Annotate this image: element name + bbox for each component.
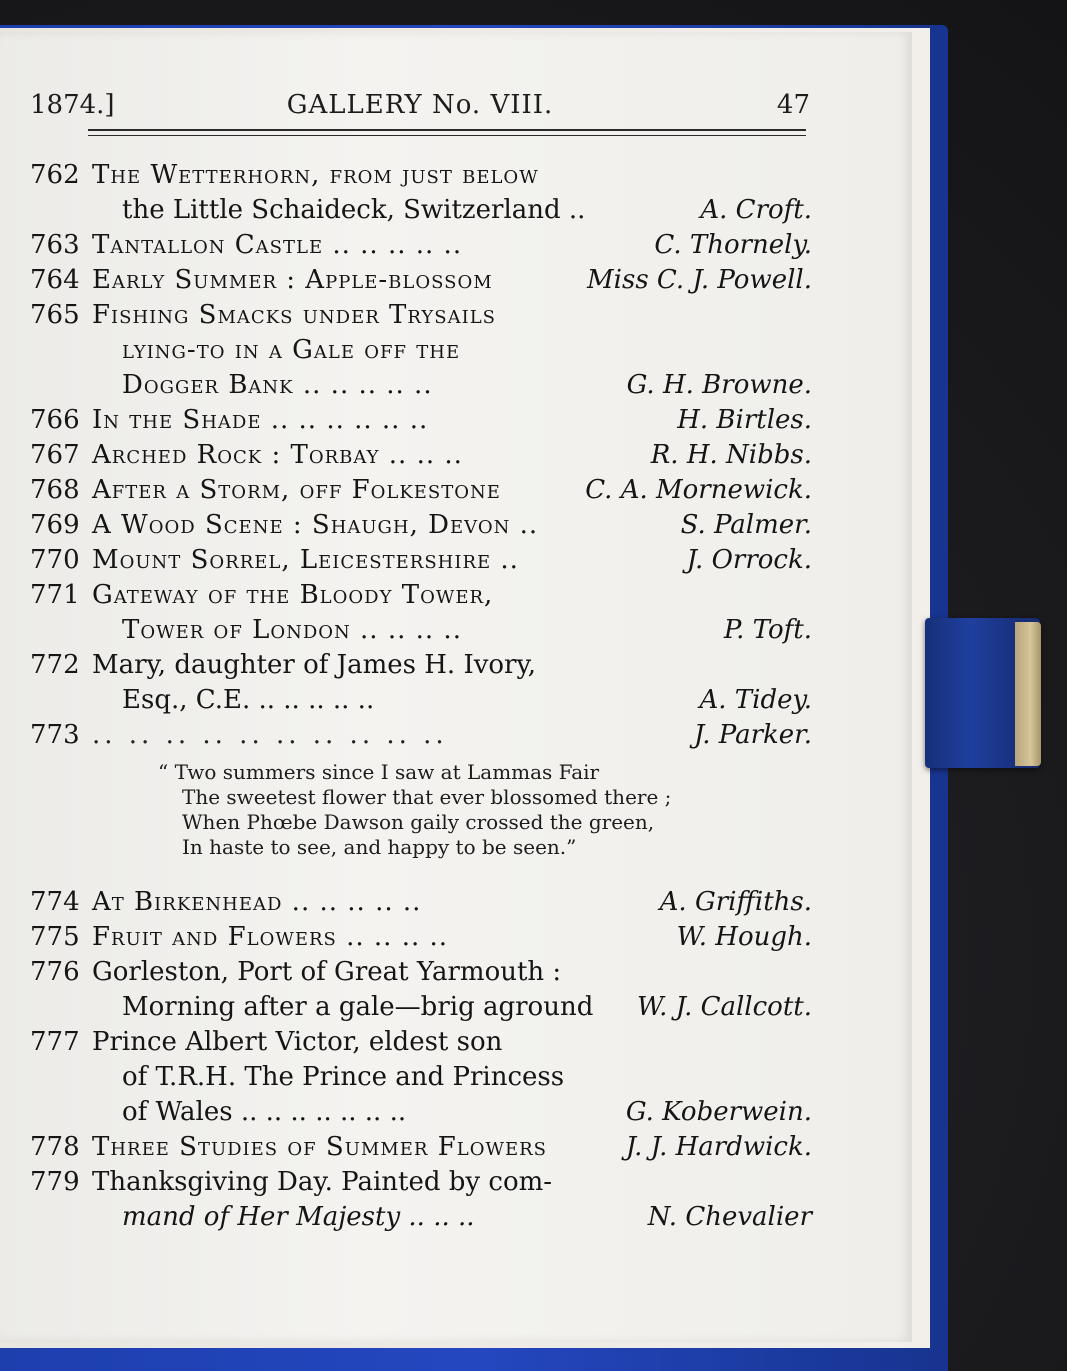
entry-line	[0, 158, 812, 192]
entry-line	[0, 990, 812, 1024]
entry-number: 774	[30, 887, 80, 917]
entry-artist: A. Tidey.	[699, 685, 812, 715]
entry-title: A Wood Scene : Shaugh, Devon ..	[92, 510, 539, 540]
entry-title: Mount Sorrel, Leicestershire ..	[92, 545, 519, 575]
entry-artist: W. Hough.	[676, 922, 812, 952]
entry-title: Tantallon Castle .. .. .. .. ..	[92, 230, 463, 260]
entry-artist: G. Koberwein.	[625, 1097, 812, 1127]
verse-line: The sweetest flower that ever blossomed there ;	[182, 785, 672, 809]
entry-number: 771	[30, 580, 80, 610]
verse-quotation	[158, 760, 671, 860]
entry-title-continued: of Wales .. .. .. .. .. .. ..	[122, 1097, 407, 1127]
entry-number: 770	[30, 545, 80, 575]
entry-artist: Miss C. J. Powell.	[587, 265, 812, 295]
entry-title: Mary, daughter of James H. Ivory,	[92, 650, 536, 680]
entry-line	[0, 1130, 812, 1164]
entry-artist: J. Parker.	[693, 720, 812, 750]
entry-line	[0, 228, 812, 262]
entry-number: 778	[30, 1132, 80, 1162]
entry-title-continued: the Little Schaideck, Switzerland ..	[122, 195, 586, 225]
entry-title-continued: Morning after a gale—brig aground	[122, 992, 594, 1022]
entry-artist: N. Chevalier	[647, 1202, 812, 1232]
entry-artist: R. H. Nibbs.	[650, 440, 812, 470]
entry-artist: C. A. Mornewick.	[585, 475, 812, 505]
entry-title: Fruit and Flowers .. .. .. ..	[92, 922, 449, 952]
entry-title: Fishing Smacks under Trysails	[92, 300, 496, 330]
entry-line	[0, 298, 812, 332]
entry-line	[0, 403, 812, 437]
entry-number: 776	[30, 957, 80, 987]
entry-title-continued: Dogger Bank .. .. .. .. ..	[122, 370, 433, 400]
entry-line	[0, 368, 812, 402]
verse-line: When Phœbe Dawson gaily crossed the green,	[182, 810, 655, 834]
entry-artist: J. Orrock.	[686, 545, 812, 575]
entry-artist: H. Birtles.	[677, 405, 812, 435]
entry-line	[0, 718, 812, 752]
entry-line	[0, 473, 812, 507]
entry-line	[0, 508, 812, 542]
entry-title-continued: Tower of London .. .. .. ..	[122, 615, 462, 645]
entry-artist: W. J. Callcott.	[636, 992, 812, 1022]
entry-line	[0, 648, 812, 682]
entry-artist: A. Croft.	[700, 195, 812, 225]
entry-line	[0, 193, 812, 227]
entry-line	[0, 1095, 812, 1129]
entry-line	[0, 438, 812, 472]
entry-title: Arched Rock : Torbay .. .. ..	[92, 440, 463, 470]
entry-title: In the Shade .. .. .. .. .. ..	[92, 405, 429, 435]
entry-number: 763	[30, 230, 80, 260]
entry-title: The Wetterhorn, from just below	[92, 160, 539, 190]
entry-title-continued: Esq., C.E. .. .. .. .. ..	[122, 685, 375, 715]
verse-line: “ Two summers since I saw at Lammas Fair	[158, 760, 600, 784]
entry-title: At Birkenhead .. .. .. .. ..	[92, 887, 422, 917]
entry-line	[0, 263, 812, 297]
entry-number: 775	[30, 922, 80, 952]
entry-line	[0, 885, 812, 919]
page-number: 47	[776, 90, 810, 120]
entry-title-continued: lying-to in a Gale off the	[122, 335, 461, 365]
entry-artist: G. H. Browne.	[626, 370, 812, 400]
entry-line	[0, 955, 812, 989]
entry-line	[0, 1025, 812, 1059]
entry-title: Thanksgiving Day. Painted by com-	[92, 1167, 553, 1197]
entry-artist: S. Palmer.	[680, 510, 812, 540]
entry-number: 764	[30, 265, 80, 295]
entry-line	[0, 543, 812, 577]
entry-number: 777	[30, 1027, 80, 1057]
entry-title-continued: of T.R.H. The Prince and Princess	[122, 1062, 565, 1092]
clasp-page-edge	[1015, 622, 1041, 766]
entry-title: Prince Albert Victor, eldest son	[92, 1027, 503, 1057]
entry-title: Gateway of the Bloody Tower,	[92, 580, 494, 610]
entry-number: 766	[30, 405, 80, 435]
entry-line	[0, 1165, 812, 1199]
entry-artist: J. J. Hardwick.	[625, 1132, 812, 1162]
entry-title: Gorleston, Port of Great Yarmouth :	[92, 957, 562, 987]
entry-title: .. .. .. .. .. .. .. .. .. ..	[92, 720, 448, 750]
entry-number: 772	[30, 650, 80, 680]
entry-line	[0, 683, 812, 717]
entry-number: 762	[30, 160, 80, 190]
verse-line: In haste to see, and happy to be seen.”	[182, 835, 577, 859]
entry-line	[0, 578, 812, 612]
header-year: 1874.]	[30, 90, 115, 120]
entry-title: Early Summer : Apple-blossom	[92, 265, 493, 295]
entry-line	[0, 920, 812, 954]
entry-artist: P. Toft.	[723, 615, 812, 645]
entry-number: 779	[30, 1167, 80, 1197]
entry-line	[0, 1060, 812, 1094]
running-head	[30, 88, 810, 128]
entry-title-continued: mand of Her Majesty .. .. ..	[122, 1202, 475, 1232]
entry-number: 773	[30, 720, 80, 750]
entry-number: 769	[30, 510, 80, 540]
entry-number: 765	[30, 300, 80, 330]
entry-title: Three Studies of Summer Flowers	[92, 1132, 547, 1162]
header-rule-thin	[88, 135, 806, 136]
header-rule	[88, 129, 806, 131]
entry-artist: C. Thornely.	[654, 230, 812, 260]
entry-number: 768	[30, 475, 80, 505]
entry-line	[0, 333, 812, 367]
entry-line	[0, 1200, 812, 1234]
entry-number: 767	[30, 440, 80, 470]
page-title: GALLERY No. VIII.	[286, 90, 554, 120]
entry-line	[0, 613, 812, 647]
entry-title: After a Storm, off Folkestone	[92, 475, 501, 505]
entry-artist: A. Griffiths.	[659, 887, 812, 917]
